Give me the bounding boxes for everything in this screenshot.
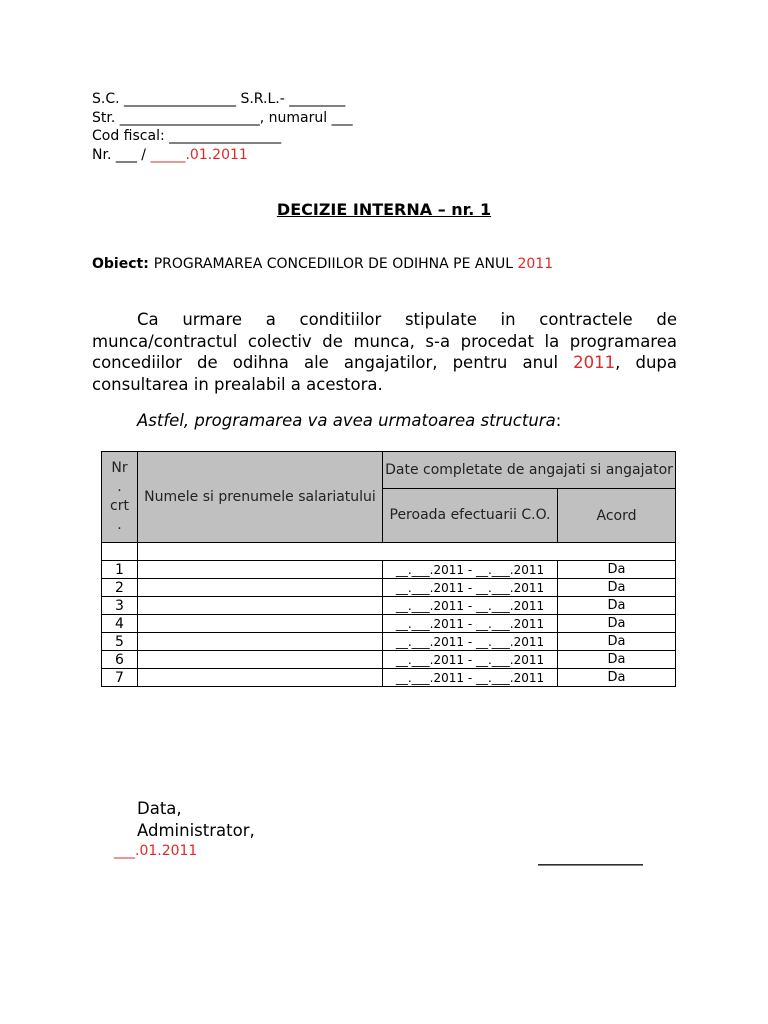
row-acord: Da	[558, 633, 676, 651]
paragraph-year: 2011	[573, 353, 616, 372]
table-row	[102, 597, 676, 615]
header-line	[92, 90, 353, 109]
body-paragraph	[92, 309, 677, 395]
subject-line	[92, 256, 553, 272]
signature-date: ___.01.2011	[114, 843, 198, 859]
row-acord: Da	[558, 561, 676, 579]
administrator-label: Administrator,	[137, 821, 255, 840]
row-period: __.___.2011 - __.___.2011	[383, 633, 558, 651]
row-number: 1	[102, 561, 138, 579]
row-acord: Da	[558, 597, 676, 615]
header-line	[92, 146, 353, 165]
header-line-segment: Nr. ___ /	[92, 146, 151, 163]
header-line-segment: S.C. ________________ S.R.L.- ________	[92, 91, 346, 107]
row-period: __.___.2011 - __.___.2011	[383, 579, 558, 597]
row-period: __.___.2011 - __.___.2011	[383, 615, 558, 633]
table-cell	[102, 543, 138, 561]
row-number: 4	[102, 615, 138, 633]
row-name	[138, 579, 383, 597]
table-row	[102, 651, 676, 669]
row-period: __.___.2011 - __.___.2011	[383, 561, 558, 579]
row-acord: Da	[558, 579, 676, 597]
header-line	[92, 109, 353, 128]
structure-intro	[137, 411, 561, 430]
row-number: 3	[102, 597, 138, 615]
table-row	[102, 669, 676, 687]
table-row	[102, 579, 676, 597]
header-line-segment: Cod fiscal: ________________	[92, 128, 282, 144]
table-row-blank	[102, 543, 676, 561]
row-number: 6	[102, 651, 138, 669]
row-number: 5	[102, 633, 138, 651]
header-acord: Acord	[558, 489, 676, 543]
subject-year: 2011	[517, 256, 554, 272]
row-period: __.___.2011 - __.___.2011	[383, 651, 558, 669]
row-name	[138, 561, 383, 579]
row-acord: Da	[558, 615, 676, 633]
header-line-segment: _____.01.2011	[150, 146, 248, 163]
data-label: Data,	[137, 799, 182, 818]
table-cell	[138, 543, 676, 561]
table-row	[102, 633, 676, 651]
subject-text: PROGRAMAREA CONCEDIILOR DE ODIHNA PE ANUL	[153, 256, 518, 272]
row-name	[138, 669, 383, 687]
row-period: __.___.2011 - __.___.2011	[383, 597, 558, 615]
structure-intro-colon: :	[555, 411, 562, 430]
row-number: 2	[102, 579, 138, 597]
table-row	[102, 561, 676, 579]
structure-intro-text: Astfel, programarea va avea urmatoarea structura	[137, 411, 556, 430]
row-period: __.___.2011 - __.___.2011	[383, 669, 558, 687]
company-header	[92, 90, 353, 164]
header-line-segment: Str. ____________________, numarul ___	[92, 109, 353, 126]
header-line	[92, 127, 353, 146]
row-acord: Da	[558, 651, 676, 669]
leave-schedule-table	[101, 451, 676, 687]
row-name	[138, 633, 383, 651]
document-title: DECIZIE INTERNA – nr. 1	[276, 200, 492, 219]
row-number: 7	[102, 669, 138, 687]
paragraph-text-1: Ca urmare a conditiilor stipulate in contractele de munca/contractul colectiv de munca, s-a procedat la programarea concediilor de odihna ale angajatilor, pentru anul	[92, 310, 677, 372]
row-name	[138, 597, 383, 615]
signature-block	[137, 798, 255, 842]
header-period: Peroada efectuarii C.O.	[383, 489, 558, 543]
row-name	[138, 651, 383, 669]
signature-line: _______________	[538, 850, 643, 866]
paragraph-text-2: , dupa consultarea in prealabil a acestora.	[92, 353, 677, 394]
table-row	[102, 615, 676, 633]
subject-label: Obiect:	[92, 256, 154, 272]
header-date-group: Date completate de angajati si angajator	[383, 452, 676, 489]
header-name: Numele si prenumele salariatului	[138, 452, 383, 543]
row-name	[138, 615, 383, 633]
row-acord: Da	[558, 669, 676, 687]
header-nr-crt: Nr . crt .	[102, 452, 138, 543]
